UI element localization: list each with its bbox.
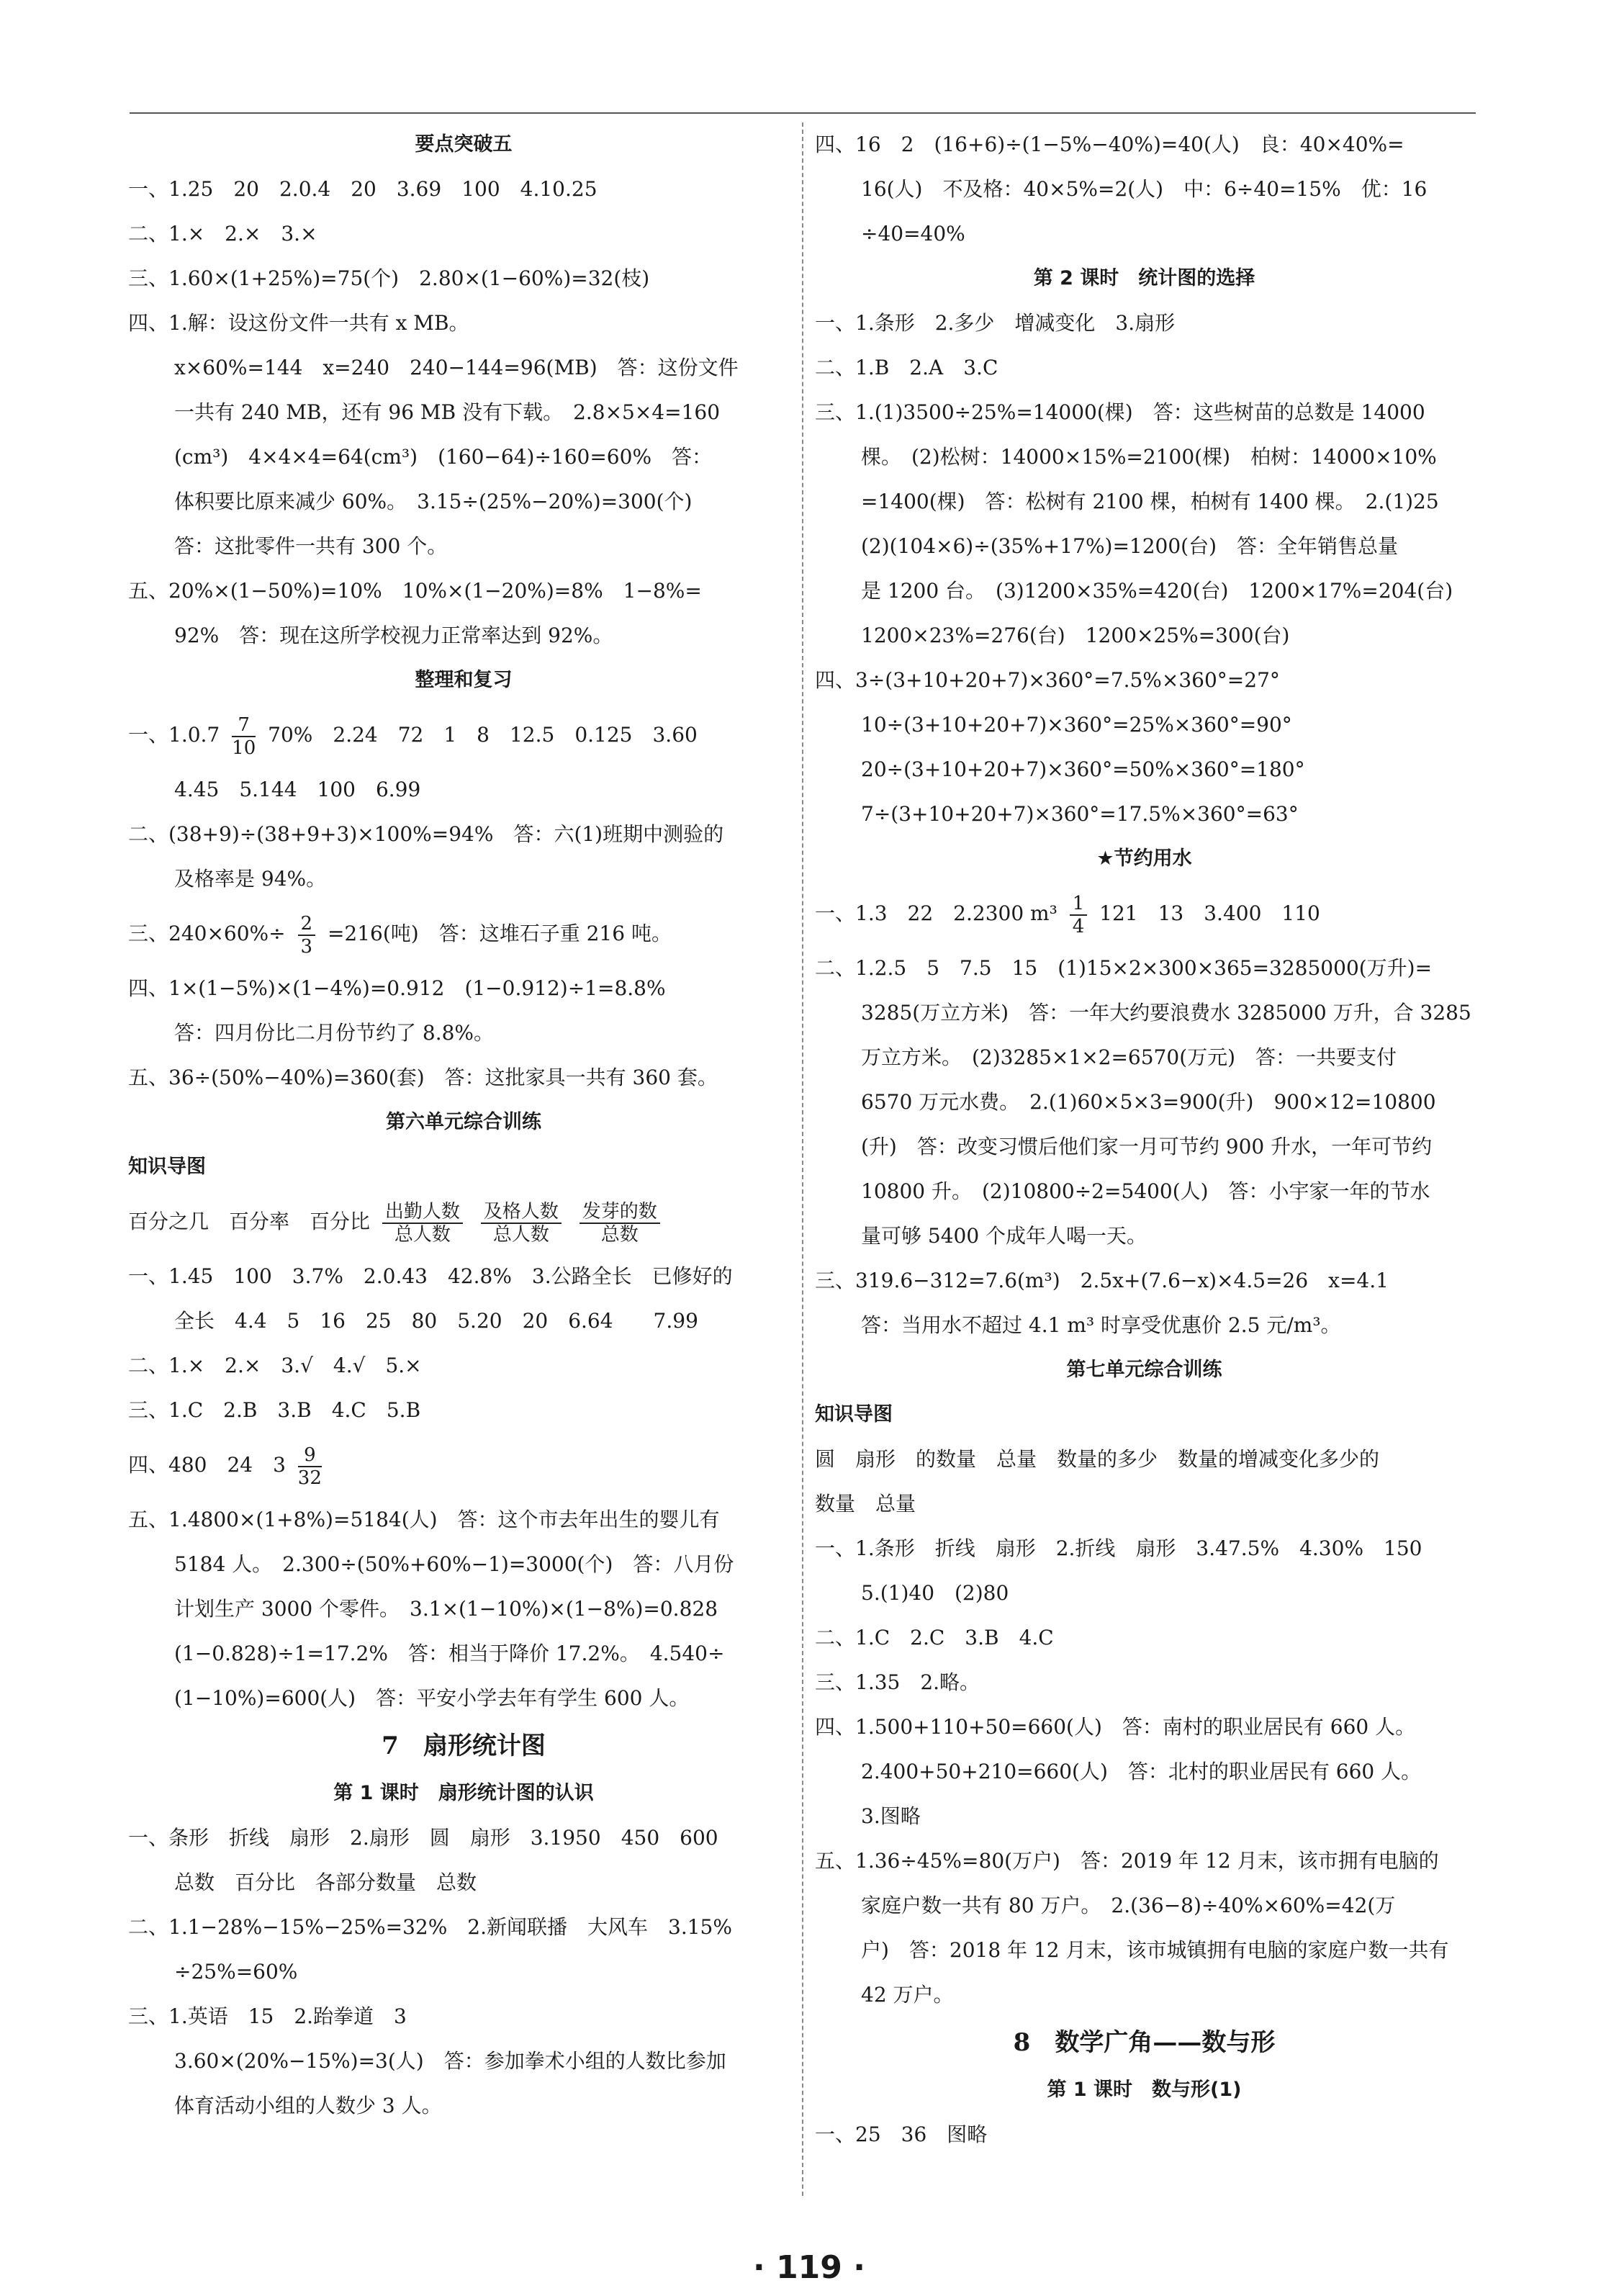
- answer-line: 10÷(3+10+20+7)×360°=25%×360°=90°: [861, 713, 1292, 737]
- answer-line: 全长 4.4 5 16 25 80 5.20 20 6.64 7.99: [174, 1309, 698, 1333]
- answer-line: 万立方米。 (2)3285×1×2=6570(万元) 答：一共要支付: [861, 1045, 1397, 1069]
- answer-line: 3285(万立方米) 答：一年大约要浪费水 3285000 万升，合 3285: [861, 1001, 1471, 1025]
- chapter-title: 8 数学广角——数与形: [1013, 2028, 1276, 2057]
- answer-line: 圆 扇形 的数量 总量 数量的多少 数量的增减变化多少的: [815, 1447, 1380, 1471]
- answer-line: 一、1.45 100 3.7% 2.0.43 42.8% 3.公路全长 已修好的: [128, 1264, 733, 1288]
- answer-line: 二、1.C 2.C 3.B 4.C: [815, 1626, 1054, 1649]
- answer-line: (升) 答：改变习惯后他们家一月可节约 900 升水，一年可节约: [861, 1135, 1433, 1158]
- answer-line: 5.(1)40 (2)80: [861, 1581, 1009, 1605]
- answer-line: 一、条形 折线 扇形 2.扇形 圆 扇形 3.1950 450 600: [128, 1826, 718, 1850]
- answer-line: 20÷(3+10+20+7)×360°=50%×360°=180°: [861, 757, 1305, 781]
- fraction: $\frac{2}{3}$: [298, 913, 316, 958]
- answer-line: 一、25 36 图略: [815, 2122, 988, 2146]
- answer-line: 一、1.条形 折线 扇形 2.折线 扇形 3.47.5% 4.30% 150: [815, 1536, 1422, 1560]
- answer-line: 五、20%×(1−50%)=10% 10%×(1−20%)=8% 1−8%=: [128, 579, 702, 603]
- fraction: $\frac{\text{及格人数}}{\text{总人数}}$: [481, 1201, 562, 1246]
- answer-text: 四、480 24 3: [128, 1453, 286, 1477]
- answer-line: 量可够 5400 个成年人喝一天。: [861, 1224, 1147, 1248]
- answer-line: ÷25%=60%: [174, 1960, 298, 1984]
- answer-text: =216(吨) 答：这堆石子重 216 吨。: [327, 922, 672, 945]
- answer-line: 答：四月份比二月份节约了 8.8%。: [174, 1021, 495, 1045]
- answer-line: 二、(38+9)÷(38+9+3)×100%=94% 答：六(1)班期中测验的: [128, 822, 724, 846]
- chapter-title: 7 扇形统计图: [382, 1732, 546, 1760]
- answer-line: 10800 升。 (2)10800÷2=5400(人) 答：小宇家一年的节水: [861, 1179, 1430, 1203]
- answer-line: 五、1.4800×(1+8%)=5184(人) 答：这个市去年出生的婴儿有: [128, 1508, 720, 1531]
- fraction: $\frac{\text{出勤人数}}{\text{总人数}}$: [382, 1201, 463, 1246]
- answer-line: 五、36÷(50%−40%)=360(套) 答：这批家具一共有 360 套。: [128, 1066, 718, 1089]
- answer-line: 三、1.英语 15 2.跆拳道 3: [128, 2004, 407, 2028]
- answer-line: 二、1.2.5 5 7.5 15 (1)15×2×300×365=3285000(万升)=: [815, 956, 1433, 980]
- answer-line: 数量 总量: [815, 1492, 916, 1516]
- fraction: $\frac{\text{发芽的数}}{\text{总数}}$: [579, 1201, 660, 1246]
- answer-line: 二、1.1−28%−15%−25%=32% 2.新闻联播 大风车 3.15%: [128, 1915, 732, 1939]
- fraction: $\frac{1}{4}$: [1070, 893, 1088, 937]
- answer-line: 棵。 (2)松树：14000×15%=2100(棵) 柏树：14000×10%: [861, 445, 1437, 469]
- answer-text: 70% 2.24 72 1 8 12.5 0.125 3.60: [268, 723, 698, 747]
- answer-line: (cm³) 4×4×4=64(cm³) (160−64)÷160=60% 答：: [174, 445, 713, 469]
- answer-line: [815, 881, 1474, 946]
- section-title: 要点突破五: [415, 133, 513, 156]
- answer-line: 二、1.× 2.× 3.√ 4.√ 5.×: [128, 1354, 422, 1377]
- answer-line: 7÷(3+10+20+7)×360°=17.5%×360°=63°: [861, 802, 1299, 826]
- answer-text: 一、1.0.7: [128, 723, 220, 747]
- answer-line: 四、3÷(3+10+20+7)×360°=7.5%×360°=27°: [815, 668, 1280, 692]
- answer-line: 三、1.35 2.略。: [815, 1670, 980, 1694]
- answer-line: 三、319.6−312=7.6(m³) 2.5x+(7.6−x)×4.5=26 x=4.1: [815, 1269, 1389, 1292]
- answer-line: 3.图略: [861, 1804, 921, 1828]
- answer-text: 121 13 3.400 110: [1099, 901, 1320, 925]
- answer-line: 体育活动小组的人数少 3 人。: [174, 2094, 442, 2117]
- answer-line: (2)(104×6)÷(35%+17%)=1200(台) 答：全年销售总量: [861, 534, 1399, 558]
- answer-line: (1−10%)=600(人) 答：平安小学去年有学生 600 人。: [174, 1686, 690, 1710]
- answer-text: 百分之几 百分率 百分比: [128, 1210, 371, 1233]
- answer-line: 答：当用水不超过 4.1 m³ 时享受优惠价 2.5 元/m³。: [861, 1313, 1341, 1337]
- answer-line: 三、1.(1)3500÷25%=14000(棵) 答：这些树苗的总数是 14000: [815, 400, 1425, 424]
- section-title: ★节约用水: [1096, 847, 1192, 870]
- fraction: $\frac{9}{32}$: [297, 1444, 322, 1489]
- lesson-title: 第 1 课时 扇形统计图的认识: [333, 1782, 594, 1804]
- answer-line: 是 1200 台。 (3)1200×35%=420(台) 1200×17%=204(台): [861, 579, 1453, 603]
- lesson-title: 第 1 课时 数与形(1): [1047, 2079, 1242, 2101]
- right-column: [815, 122, 1474, 2157]
- fraction: $\frac{7}{10}$: [232, 713, 256, 759]
- answer-line: 3.60×(20%−15%)=3(人) 答：参加拳术小组的人数比参加: [174, 2049, 726, 2073]
- answer-text: 三、240×60%÷: [128, 922, 286, 945]
- page-number: · 119 ·: [753, 2249, 865, 2286]
- answer-line: ÷40=40%: [861, 222, 965, 246]
- left-column: [128, 122, 799, 2128]
- answer-line: 四、16 2 (16+6)÷(1−5%−40%)=40(人) 良：40×40%=: [815, 132, 1404, 156]
- answer-text: 一、1.3 22 2.2300 m³: [815, 901, 1057, 925]
- column-divider: [802, 122, 803, 2196]
- answer-line: 16(人) 不及格：40×5%=2(人) 中：6÷40=15% 优：16: [861, 177, 1428, 201]
- section-title: 整理和复习: [415, 669, 513, 691]
- answer-line: 4.45 5.144 100 6.99: [174, 778, 421, 801]
- answer-line: 四、1×(1−5%)×(1−4%)=0.912 (1−0.912)÷1=8.8%: [128, 976, 666, 1000]
- answer-line: 一、1.条形 2.多少 增减变化 3.扇形: [815, 311, 1176, 335]
- answer-line: 总数 百分比 各部分数量 总数: [174, 1870, 477, 1894]
- answer-line: [128, 1189, 799, 1254]
- answer-line: 三、1.60×(1+25%)=75(个) 2.80×(1−60%)=32(枝): [128, 266, 650, 290]
- answer-line: 三、1.C 2.B 3.B 4.C 5.B: [128, 1398, 421, 1422]
- answer-line: 二、1.B 2.A 3.C: [815, 356, 998, 379]
- answer-line: 家庭户数一共有 80 万户。 2.(36−8)÷40%×60%=42(万: [861, 1894, 1396, 1917]
- answer-line: 42 万户。: [861, 1983, 954, 2007]
- answer-line: 答：这批零件一共有 300 个。: [174, 534, 448, 558]
- answer-line: 体积要比原来减少 60%。 3.15÷(25%−20%)=300(个): [174, 490, 693, 513]
- answer-line: x×60%=144 x=240 240−144=96(MB) 答：这份文件: [174, 356, 739, 379]
- lesson-title: 第 2 课时 统计图的选择: [1033, 267, 1255, 289]
- answer-line: 计划生产 3000 个零件。 3.1×(1−10%)×(1−8%)=0.828: [174, 1597, 718, 1621]
- answer-line: 及格率是 94%。: [174, 867, 327, 891]
- answer-line: 五、1.36÷45%=80(万户) 答：2019 年 12 月末，该市拥有电脑的: [815, 1849, 1439, 1873]
- answer-line: 5184 人。 2.300÷(50%+60%−1)=3000(个) 答：八月份: [174, 1552, 734, 1576]
- answer-line: 1200×23%=276(台) 1200×25%=300(台): [861, 623, 1290, 647]
- knowledge-map-label: 知识导图: [815, 1403, 893, 1426]
- answer-line: 6570 万元水费。 2.(1)60×5×3=900(升) 900×12=10800: [861, 1090, 1436, 1114]
- answer-line: 二、1.× 2.× 3.×: [128, 222, 317, 246]
- answer-line: =1400(棵) 答：松树有 2100 棵，柏树有 1400 棵。 2.(1)25: [861, 490, 1439, 513]
- answer-line: 2.400+50+210=660(人) 答：北村的职业居民有 660 人。: [861, 1760, 1422, 1783]
- answer-line: [128, 901, 799, 966]
- answer-line: 户) 答：2018 年 12 月末，该市城镇拥有电脑的家庭户数一共有: [861, 1938, 1449, 1962]
- answer-line: [128, 703, 799, 767]
- answer-line: 四、1.解：设这份文件一共有 x MB。: [128, 311, 469, 335]
- section-title: 第六单元综合训练: [386, 1111, 541, 1133]
- answer-line: 一共有 240 MB，还有 96 MB 没有下载。 2.8×5×4=160: [174, 400, 721, 424]
- answer-line: (1−0.828)÷1=17.2% 答：相当于降价 17.2%。 4.540÷: [174, 1642, 725, 1665]
- knowledge-map-label: 知识导图: [128, 1156, 206, 1178]
- top-rule: [130, 112, 1476, 114]
- answer-line: 四、1.500+110+50=660(人) 答：南村的职业居民有 660 人。: [815, 1715, 1416, 1739]
- answer-line: 一、1.25 20 2.0.4 20 3.69 100 4.10.25: [128, 177, 597, 201]
- answer-line: [128, 1433, 799, 1498]
- answer-line: 92% 答：现在这所学校视力正常率达到 92%。: [174, 623, 613, 647]
- section-title: 第七单元综合训练: [1066, 1359, 1222, 1381]
